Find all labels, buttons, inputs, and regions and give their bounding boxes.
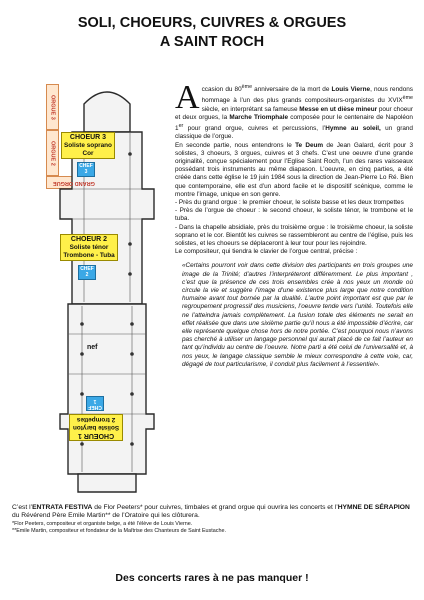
closing-slogan: Des concerts rares à ne pas manquer ! xyxy=(115,572,309,584)
p1-part-a: ccasion du 80 xyxy=(201,86,242,94)
choeur-2-line-1: Soliste ténor xyxy=(69,244,109,251)
p1-part-f: composée pour le centenaire de Napoléon 1 xyxy=(175,113,413,133)
drop-cap: A xyxy=(175,79,200,116)
choeur-1-box xyxy=(69,414,123,441)
bottom-part-b: de Flor Peeters* pour cuivres, timbales et grand orgue qui ouvrira les concerts et l’ xyxy=(92,504,338,511)
p1-part-b: anniversaire de la mort de xyxy=(252,86,332,94)
article-body xyxy=(175,79,414,369)
page-title xyxy=(0,14,424,52)
p1-part-d: siècle, en interprétant sa fameuse xyxy=(201,105,300,113)
orgue-2-label: ORGUE 2 xyxy=(49,140,56,166)
composer-quote: «Certains pourront voir dans cette division des participants en trois groupes une image de la Trinité; d’autres l’interpréteront différemment. Le plus important , c’est que la présence de ces trois ensembles crée à nos yeux un monde où circule la vie et suggère l’image d’une existence plus large que notre condition humaine avant tout bornée par la dualité. L’autre point important est que par le regroupement progressif des musiciens, l’oeuvre tende vers l’unité. Toutefois elle ne l’atteindra jamais complètement. La fusion totale des éléments ne serait en effet réalisée que dans une sixième partie qu’il nous a été impossible d’écrire, car elle représente quelque chose hors de notre portée. C’est pourquoi nous n’avons pas cherché à utiliser un langage personnel qui aurait placé de ce fait l’auteur en tant qu’individu au centre de l’oeuvre. Notre parti a été celui de l’universalité et, à nos yeux, le langage classique semble le mieux correspondre à cette voie, car, dégagé de tout particularisme, il conduit plus facilement à l’essentiel». xyxy=(182,262,413,368)
p1-part-h: un grand classique de l’orgue. xyxy=(175,125,413,141)
second-paragraph xyxy=(175,142,413,199)
bottom-part-c: du Révérend Père Emile Martin** de l’Oratoire qui les clôturera. xyxy=(12,512,200,520)
choeur-2-name: CHOEUR 2 xyxy=(70,236,108,243)
chef-3-badge xyxy=(77,162,95,177)
p2-part-a: En seconde partie, nous entendrons le xyxy=(175,141,296,149)
choeur-1-line-2: 2 trompettes xyxy=(76,416,116,424)
louis-vierne-name: Louis Vierne xyxy=(331,86,371,94)
p1-part-c: , nous rendons hommage à l’un des plus grands compositeurs-organistes du XVIX xyxy=(201,86,414,105)
chef-1-label: CHEF xyxy=(88,404,102,410)
choeur-3-name: CHOEUR 3 xyxy=(69,134,107,141)
footnote-2: **Emile Martin, compositeur et fondateur de la Maîtrise des Chanteurs de Saint Eustache. xyxy=(12,528,226,535)
messe-title: Messe en ut dièse mineur xyxy=(299,105,378,113)
grand-orgue-label: GRAND ORGUE xyxy=(53,179,95,186)
hymne-soleil-title: Hymne au soleil, xyxy=(325,125,381,133)
chef-1-badge xyxy=(86,396,104,411)
p2-part-b: de Jean Galard, écrit pour 3 solistes, 3 choeurs, 3 orgues, cuivres et 3 chefs. C’est une oeuvre d’une grande originalité, conçue spécialement pour l’Eglise Saint Roch, l’un des rares vaisseaux possédant trois instruments au même diapason. L’oeuvre, en cinq parties, a été créée dans cette église le 19 juin 1984 sous la direction de Jean-Pierre Lo Ré. Bien que contemporaine, elle est d’un abord facile et le dispositif scénique, comme le montre l’image, unique en son genre. xyxy=(175,141,414,198)
hymne-serapion-title: HYMNE DE SÉRAPION xyxy=(337,504,410,511)
choeur-2-box xyxy=(60,234,118,261)
title-line-2: A SAINT ROCH xyxy=(159,34,265,50)
composer-intro: Le compositeur, qui tiendra le clavier de l’orgue central, précise : xyxy=(175,248,358,256)
placement-orgue-choeur: - Près de l’orgue de choeur : le second choeur, le soliste ténor, le trombone et le tuba. xyxy=(175,207,413,223)
choeur-1-line-1: Soliste baryton xyxy=(72,424,120,431)
choeur-3-box xyxy=(61,132,115,159)
placement-chapelle: - Dans la chapelle absidiale, près du troisième orgue : le troisième choeur, la soliste soprano et le cor. Bientôt les cuivres se rassembleront au centre de l’église, puis les solistes, et les choeurs se déplaceront à leur tour pour les rejoindre. xyxy=(175,223,413,248)
choeur-3-line-2: Cor xyxy=(82,149,94,157)
placement-grand-orgue: - Près du grand orgue : le premier choeur, le soliste basse et les deux trompettes xyxy=(175,199,404,207)
choeur-3-line-1: Soliste soprano xyxy=(64,142,112,149)
entrata-festiva-title: ENTRATA FESTIVA xyxy=(32,504,93,511)
chef-3-label: CHEF xyxy=(79,163,93,169)
p1-sup-2: ème xyxy=(402,95,413,102)
program-note xyxy=(12,504,414,521)
chef-2-badge xyxy=(78,265,96,280)
orgue-3-label: ORGUE 3 xyxy=(49,94,56,120)
bottom-section xyxy=(12,504,414,535)
p1-sup-3: er xyxy=(178,123,184,130)
p1-part-g: pour grand orgue, cuivres et percussions, l’ xyxy=(183,125,326,133)
footnote-1: *Flor Peeters, compositeur et organiste belge, a été l’élève de Louis Vierne. xyxy=(12,520,193,527)
intro-paragraph xyxy=(175,79,414,142)
p1-part-e: pour choeur et deux orgues, la xyxy=(175,105,413,121)
chef-2-label: CHEF xyxy=(80,266,94,272)
chef-3-number: 3 xyxy=(84,169,88,175)
p1-sup-1: ème xyxy=(241,84,253,90)
choeur-1-name: CHOEUR 1 xyxy=(77,432,115,439)
church-floor-plan xyxy=(46,84,168,502)
te-deum-title: Te Deum xyxy=(295,141,324,149)
marche-title: Marche Triomphale xyxy=(229,113,289,121)
title-line-1: SOLI, CHOEURS, CUIVRES & ORGUES xyxy=(77,15,347,31)
bottom-part-a: C’est l’ xyxy=(12,504,33,511)
nef-label: nef xyxy=(87,344,98,351)
chef-2-number: 2 xyxy=(85,272,89,278)
choeur-2-line-2: Trombone - Tuba xyxy=(63,251,115,259)
chef-1-number: 1 xyxy=(93,398,97,404)
